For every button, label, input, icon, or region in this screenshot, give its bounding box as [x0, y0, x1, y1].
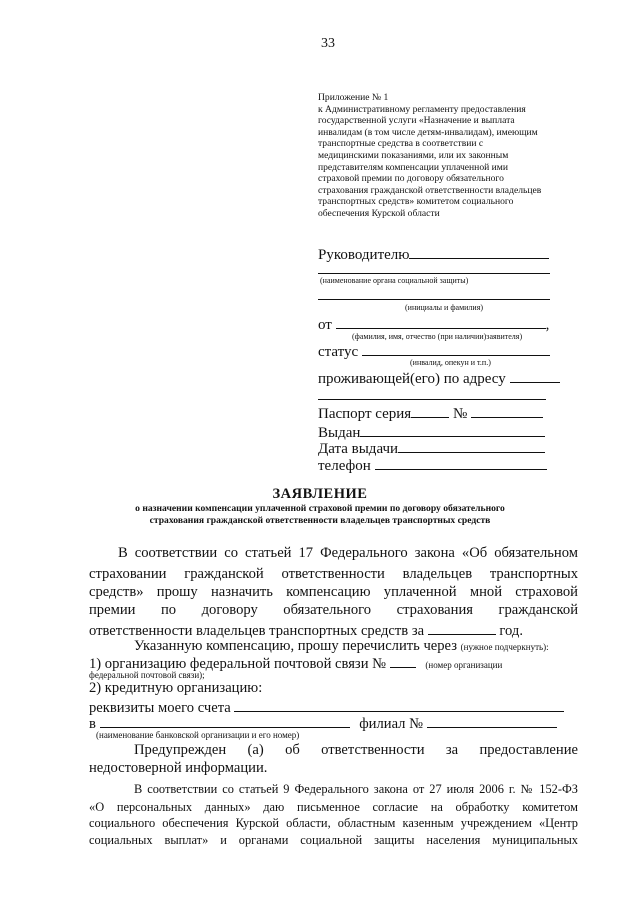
consent-line: [89, 816, 578, 831]
postal-number-line[interactable]: [390, 653, 416, 668]
appendix-line: представителям компенсации уплаченной ими: [318, 161, 508, 173]
from-comma: ,: [545, 317, 550, 333]
appendix-line: к Административному регламенту предоставления: [318, 103, 526, 115]
branch-number-line[interactable]: [427, 713, 557, 728]
option-credit: 2) кредитную организацию:: [89, 680, 263, 696]
phone-label: телефон: [318, 458, 371, 474]
document-subtitle-line: страхования гражданской ответственности владельцев транспортных средств: [149, 515, 491, 526]
appendix-note: [318, 92, 588, 220]
applicant-name-line[interactable]: [336, 314, 546, 329]
recipient-name-line[interactable]: [318, 299, 550, 300]
warning-line: [134, 742, 578, 759]
appendix-line: медицинскими показаниями, или их законным: [318, 149, 509, 161]
postal-note: (номер организации: [425, 660, 503, 670]
issued-input-line[interactable]: [360, 422, 545, 437]
recipient-org-caption: (наименование органа социальной защиты): [320, 276, 469, 285]
consent-line: [134, 782, 578, 797]
issued-label: Выдан: [318, 425, 361, 441]
recipient-input-line[interactable]: [409, 244, 549, 259]
status-caption: (инвалид, опекун и т.п.): [410, 358, 491, 367]
paragraph-text: средств» прошу назначить компенсацию уплаченной мной страховой: [89, 584, 578, 600]
recipient-field: [318, 244, 549, 264]
appendix-line: страховой премии по договору обязательного: [318, 173, 504, 185]
recipient-label: Руководителю: [318, 247, 410, 263]
warning-last-line: недостоверной информации.: [89, 760, 268, 776]
initials-caption: (инициалы и фамилия): [405, 303, 484, 312]
paragraph-text: В соответствии со статьей 17 Федерального закона «Об обязательном: [118, 545, 578, 561]
paragraph-text: ответственности владельцев транспортных средств за: [89, 623, 425, 639]
address-line-2[interactable]: [318, 399, 546, 400]
year-suffix: год.: [499, 623, 523, 639]
appendix-line: инвалидам (в том числе детям-инвалидам), имеющим: [318, 126, 538, 138]
consent-line: [89, 833, 578, 848]
paragraph-text: Указанную компенсацию, прошу перечислить через: [134, 638, 457, 654]
issue-date-input-line[interactable]: [398, 438, 545, 453]
passport-field: [318, 403, 543, 423]
address-field: [318, 368, 560, 388]
paragraph-text: премии по договору обязательного страхования гражданской: [89, 602, 578, 618]
account-input-line[interactable]: [234, 697, 564, 712]
appendix-line: страхования гражданской ответственности владельцев: [318, 184, 542, 196]
bank-caption: (наименование банковской организации и его номер): [96, 730, 300, 740]
from-label: от: [318, 317, 332, 333]
paragraph-text: социальных выплат» и органами социальной защиты населения муниципальных: [89, 833, 578, 847]
passport-series-line[interactable]: [411, 403, 449, 418]
option-postal-text: 1) организацию федеральной почтовой связи №: [89, 656, 387, 672]
paragraph-text: социального обеспечения Курской области, областным казенным учреждением «Центр: [89, 816, 578, 830]
document-title: ЗАЯВЛЕНИЕ: [272, 486, 368, 502]
paragraph-1-last-line: [89, 620, 523, 640]
issue-date-label: Дата выдачи: [318, 441, 399, 457]
appendix-line: транспортных средств» комитетом социального: [318, 196, 514, 208]
year-input-line[interactable]: [428, 620, 496, 635]
paragraph-text: «О персональных данных» даю письменное согласие на обработку комитетом: [89, 800, 578, 814]
passport-label: Паспорт серия: [318, 406, 412, 422]
paragraph-1-line: [89, 602, 578, 619]
appendix-line: обеспечения Курской области: [318, 207, 440, 219]
postal-note-2: федеральной почтовой связи);: [89, 670, 205, 680]
appendix-line: Приложение № 1: [318, 92, 389, 103]
paragraph-1-line: [89, 566, 578, 583]
branch-label: филиал №: [359, 716, 424, 732]
status-input-line[interactable]: [362, 341, 550, 356]
applicant-caption: (фамилия, имя, отчество (при наличии)заявителя): [352, 332, 523, 341]
phone-input-line[interactable]: [375, 455, 547, 470]
status-label: статус: [318, 344, 359, 360]
appendix-line: транспортные средства в соответствии с: [318, 138, 484, 150]
page-number: 33: [321, 36, 335, 51]
paragraph-1-line: [89, 584, 578, 601]
appendix-line: государственной услуги «Назначение и выплата: [318, 115, 515, 127]
applicant-field: [318, 314, 549, 334]
bank-in-label: в: [89, 716, 96, 732]
recipient-org-line[interactable]: [318, 273, 550, 274]
paragraph-1-line: [118, 545, 578, 562]
account-label: реквизиты моего счета: [89, 700, 231, 716]
bank-name-line[interactable]: [100, 713, 350, 728]
underline-note: (нужное подчеркнуть):: [460, 642, 549, 652]
passport-number-label: №: [452, 406, 468, 422]
paragraph-text: В соответствии со статьей 9 Федерального закона от 27 июля 2006 г. № 152-ФЗ: [134, 782, 578, 796]
address-input-line[interactable]: [510, 368, 560, 383]
consent-line: [89, 800, 578, 815]
paragraph-text: страховании гражданской ответственности владельцев транспортных: [89, 566, 578, 582]
paragraph-text: Предупрежден (а) об ответственности за предоставление: [134, 742, 578, 758]
passport-number-line[interactable]: [471, 403, 543, 418]
phone-field: [318, 455, 547, 475]
address-label: проживающей(его) по адресу: [318, 371, 506, 387]
document-subtitle-line: о назначении компенсации уплаченной страховой премии по договору обязательного: [135, 503, 505, 514]
